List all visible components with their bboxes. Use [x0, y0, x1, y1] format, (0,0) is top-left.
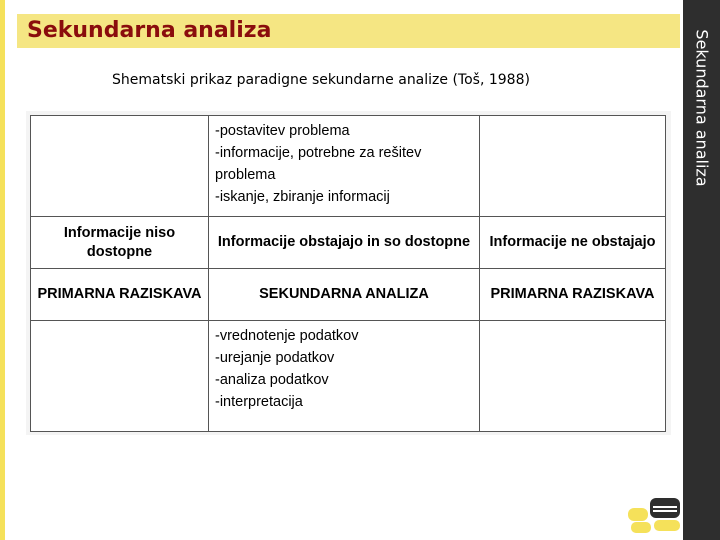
left-accent-bar [0, 0, 5, 540]
row-process [31, 116, 666, 217]
analysis-step: -interpretacija [215, 394, 303, 410]
analysis-step: -vrednotenje podatkov [215, 328, 359, 344]
method-primary-right: PRIMARNA RAZISKAVA [480, 269, 666, 321]
condition-not-exist: Informacije ne obstajajo [480, 217, 666, 269]
empty-cell [480, 116, 666, 217]
side-title [683, 0, 720, 215]
analysis-step: -urejanje podatkov [215, 350, 335, 366]
side-title-text: Sekundarna analiza [692, 28, 711, 187]
analysis-step: -analiza podatkov [215, 372, 329, 388]
empty-cell [31, 321, 209, 432]
process-steps-cell [209, 116, 480, 217]
method-primary-left: PRIMARNA RAZISKAVA [31, 269, 209, 321]
diagram-caption: Shematski prikaz paradigne sekundarne analize (Toš, 1988) [112, 72, 530, 88]
title-bar [17, 14, 680, 48]
process-step: -informacije, potrebne za rešitev problema [215, 145, 422, 183]
logo-icon [628, 497, 682, 533]
condition-accessible: Informacije obstajajo in so dostopne [209, 217, 480, 269]
empty-cell [480, 321, 666, 432]
analysis-steps-cell [209, 321, 480, 432]
row-analysis [31, 321, 666, 432]
condition-not-accessible: Informacije niso dostopne [31, 217, 209, 269]
paradigm-diagram [26, 111, 671, 435]
process-step: -iskanje, zbiranje informacij [215, 189, 390, 205]
process-step: -postavitev problema [215, 123, 350, 139]
paradigm-table [30, 115, 666, 432]
empty-cell [31, 116, 209, 217]
row-methods [31, 269, 666, 321]
row-conditions [31, 217, 666, 269]
method-secondary: SEKUNDARNA ANALIZA [209, 269, 480, 321]
slide-title: Sekundarna analiza [27, 18, 272, 43]
